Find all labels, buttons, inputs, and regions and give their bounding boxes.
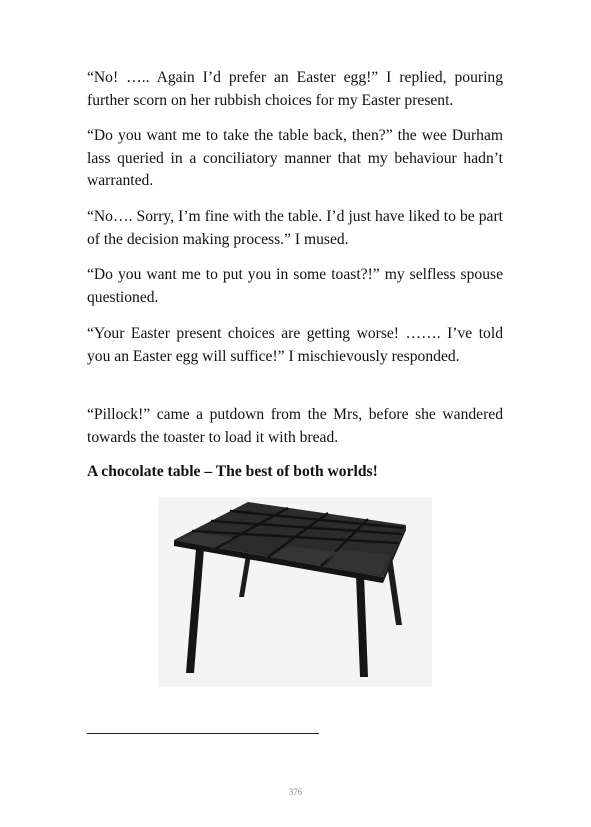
table-illustration xyxy=(158,497,432,687)
footnote-divider xyxy=(87,733,319,734)
chocolate-table-photo xyxy=(158,497,432,687)
section-heading: A chocolate table – The best of both worlds! xyxy=(87,463,378,480)
paragraph-4: “Do you want me to put you in some toast?!” my selfless spouse questioned. xyxy=(87,266,503,306)
page-number: 376 xyxy=(288,787,303,797)
paragraph-3: “No…. Sorry, I’m fine with the table. I’d just have liked to be part of the decision making process.” I mused. xyxy=(87,208,503,248)
paragraph-5: “Your Easter present choices are getting worse! ……. I’ve told you an Easter egg will suffice!” I mischievously responded. xyxy=(87,325,503,365)
paragraph-6: “Pillock!” came a putdown from the Mrs, before she wandered towards the toaster to load it with bread. xyxy=(87,406,503,446)
paragraph-1: “No! ….. Again I’d prefer an Easter egg!” I replied, pouring further scorn on her rubbish choices for my Easter present. xyxy=(87,69,503,109)
paragraph-2: “Do you want me to take the table back, then?” the wee Durham lass queried in a conciliatory manner that my behaviour hadn’t warranted. xyxy=(87,127,503,189)
